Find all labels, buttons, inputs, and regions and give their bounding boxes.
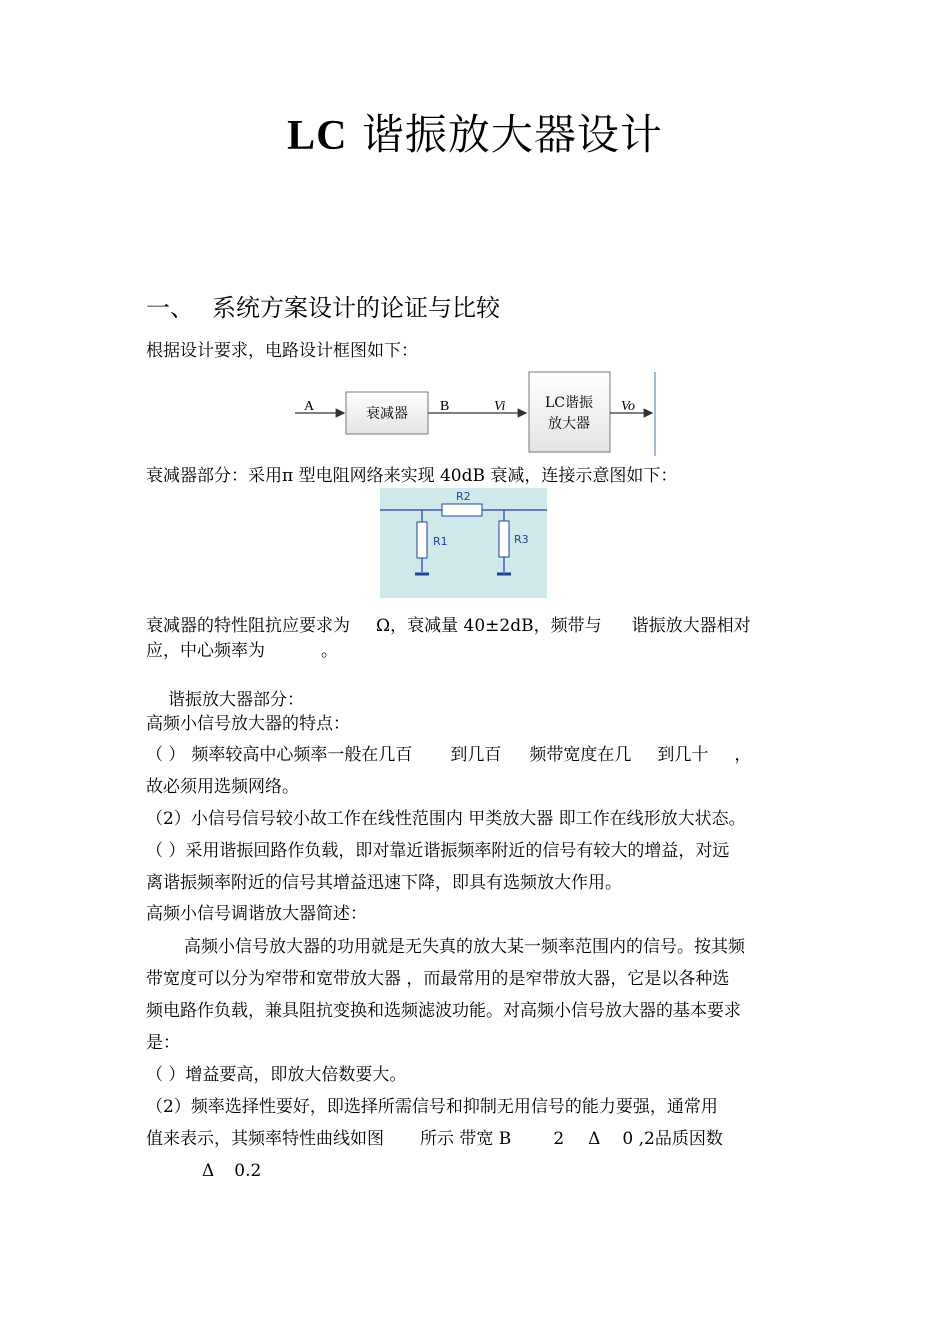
section-title: 系统方案设计的论证与比较 [212,294,500,322]
feature-1-line2: 故必须用选频网络。 [146,777,299,797]
feature-3-line1: （ ）采用谐振回路作负载，即对靠近谐振频率附近的信号有较大的增益，对远 [146,841,730,861]
title-en: LC [287,113,348,159]
amplifier-part-heading: 谐振放大器部分： [168,690,304,710]
pi-network-circuit [380,488,547,598]
attenuator-label: 衰减器 [366,406,408,422]
block-diagram [290,368,670,458]
brief-title: 高频小信号调谐放大器简述： [146,904,367,924]
amplifier-box [529,372,610,452]
requirement-4: Δ 0.2 [202,1161,262,1181]
ohm-symbol: Ω [376,616,391,636]
req-text-d: 应，中心频率为 [146,641,265,661]
feature-1-line1: （ ） 频率较高中心频率一般在几百 到几百 频带宽度在几 到几十 ， [146,745,752,765]
attenuator-requirements-line1 [146,615,751,637]
title-cn: 谐振放大器设计 [361,110,663,159]
brief-line-1: 高频小信号放大器的功用就是无失真的放大某一频率范围内的信号。按其频 [184,937,745,957]
brief-line-3: 频电路作负载，兼具阻抗变换和选频滤波功能。对高频小信号放大器的基本要求 [146,1001,741,1021]
intro-text: 根据设计要求，电路设计框图如下： [146,341,418,361]
label-r1: R1 [433,535,448,548]
req-text-a: 衰减器的特性阻抗应要求为 [146,616,350,636]
label-r2: R2 [456,490,471,503]
section-number: 一、 [146,294,194,322]
req-text-c: 谐振放大器相对 [631,616,751,636]
label-vi: Vi [494,399,506,414]
requirement-1: （ ）增益要高，即放大倍数要大。 [146,1065,407,1085]
label-a: A [304,399,315,414]
requirement-3: 值来表示，其频率特性曲线如图 所示 带宽 B 2 Δ 0 ,2品质因数 [146,1129,723,1149]
resistor-r1 [417,522,427,558]
amplifier-label-2: 放大器 [548,416,590,432]
resistor-r2 [442,504,482,516]
requirement-2: （2）频率选择性要好，即选择所需信号和抑制无用信号的能力要强，通常用 [146,1097,718,1117]
page-title [0,108,950,163]
section-heading [146,292,500,324]
req-text-e: 。 [321,641,338,661]
attenuator-intro: 衰减器部分：采用π 型电阻网络来实现 40dB 衰减，连接示意图如下： [146,466,678,486]
feature-2: （2）小信号信号较小故工作在线性范围内 甲类放大器 即工作在线形放大状态。 [146,809,746,829]
label-r3: R3 [514,533,529,546]
attenuator-requirements-line2 [146,640,338,662]
features-title: 高频小信号放大器的特点： [146,714,350,734]
brief-line-4: 是： [146,1033,180,1053]
feature-3-line2: 离谐振频率附近的信号其增益迅速下降，即具有选频放大作用。 [146,873,622,893]
amplifier-label-1: LC谐振 [544,395,594,411]
label-vo: Vo [621,399,635,414]
label-b: B [440,399,450,414]
brief-line-2: 带宽度可以分为窄带和宽带放大器 ，而最常用的是窄带放大器，它是以各种选 [146,969,730,989]
resistor-r3 [499,521,509,557]
req-text-b: ，衰减量 40±2dB，频带与 [390,616,602,636]
